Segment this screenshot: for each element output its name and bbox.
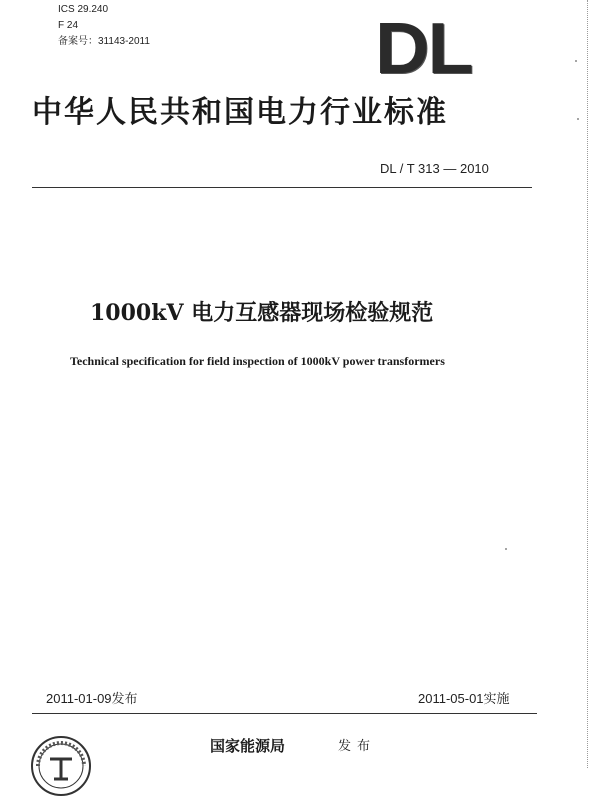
dl-logo: DL [375,9,472,89]
implementation-date: 2011-05-01实施 [418,691,510,706]
scan-speck [505,548,507,550]
scan-speck [577,118,579,120]
classification-block [58,2,150,50]
bottom-divider [32,713,537,714]
ics-code: ICS 29.240 [58,4,109,15]
document-title-chinese: 1000kV 电力互感器现场检验规范 [90,300,434,326]
ccs-code: F 24 [58,20,79,31]
document-title-english: Technical specification for field inspection of 1000kV power transformers [70,354,445,368]
issue-verb: 发布 [338,739,377,754]
issuing-authority: 国家能源局 [210,737,286,755]
industry-standard-title: 中华人民共和国电力行业标准 [32,95,448,130]
top-divider [32,187,532,188]
scan-speck [575,60,577,62]
scan-edge-dotted-line [587,0,588,768]
issuer-seal-icon [30,735,92,797]
standard-number: DL / T 313 — 2010 [380,161,489,176]
filing-number: 备案号：31143-2011 [58,36,150,47]
issue-date: 2011-01-09发布 [46,691,138,706]
